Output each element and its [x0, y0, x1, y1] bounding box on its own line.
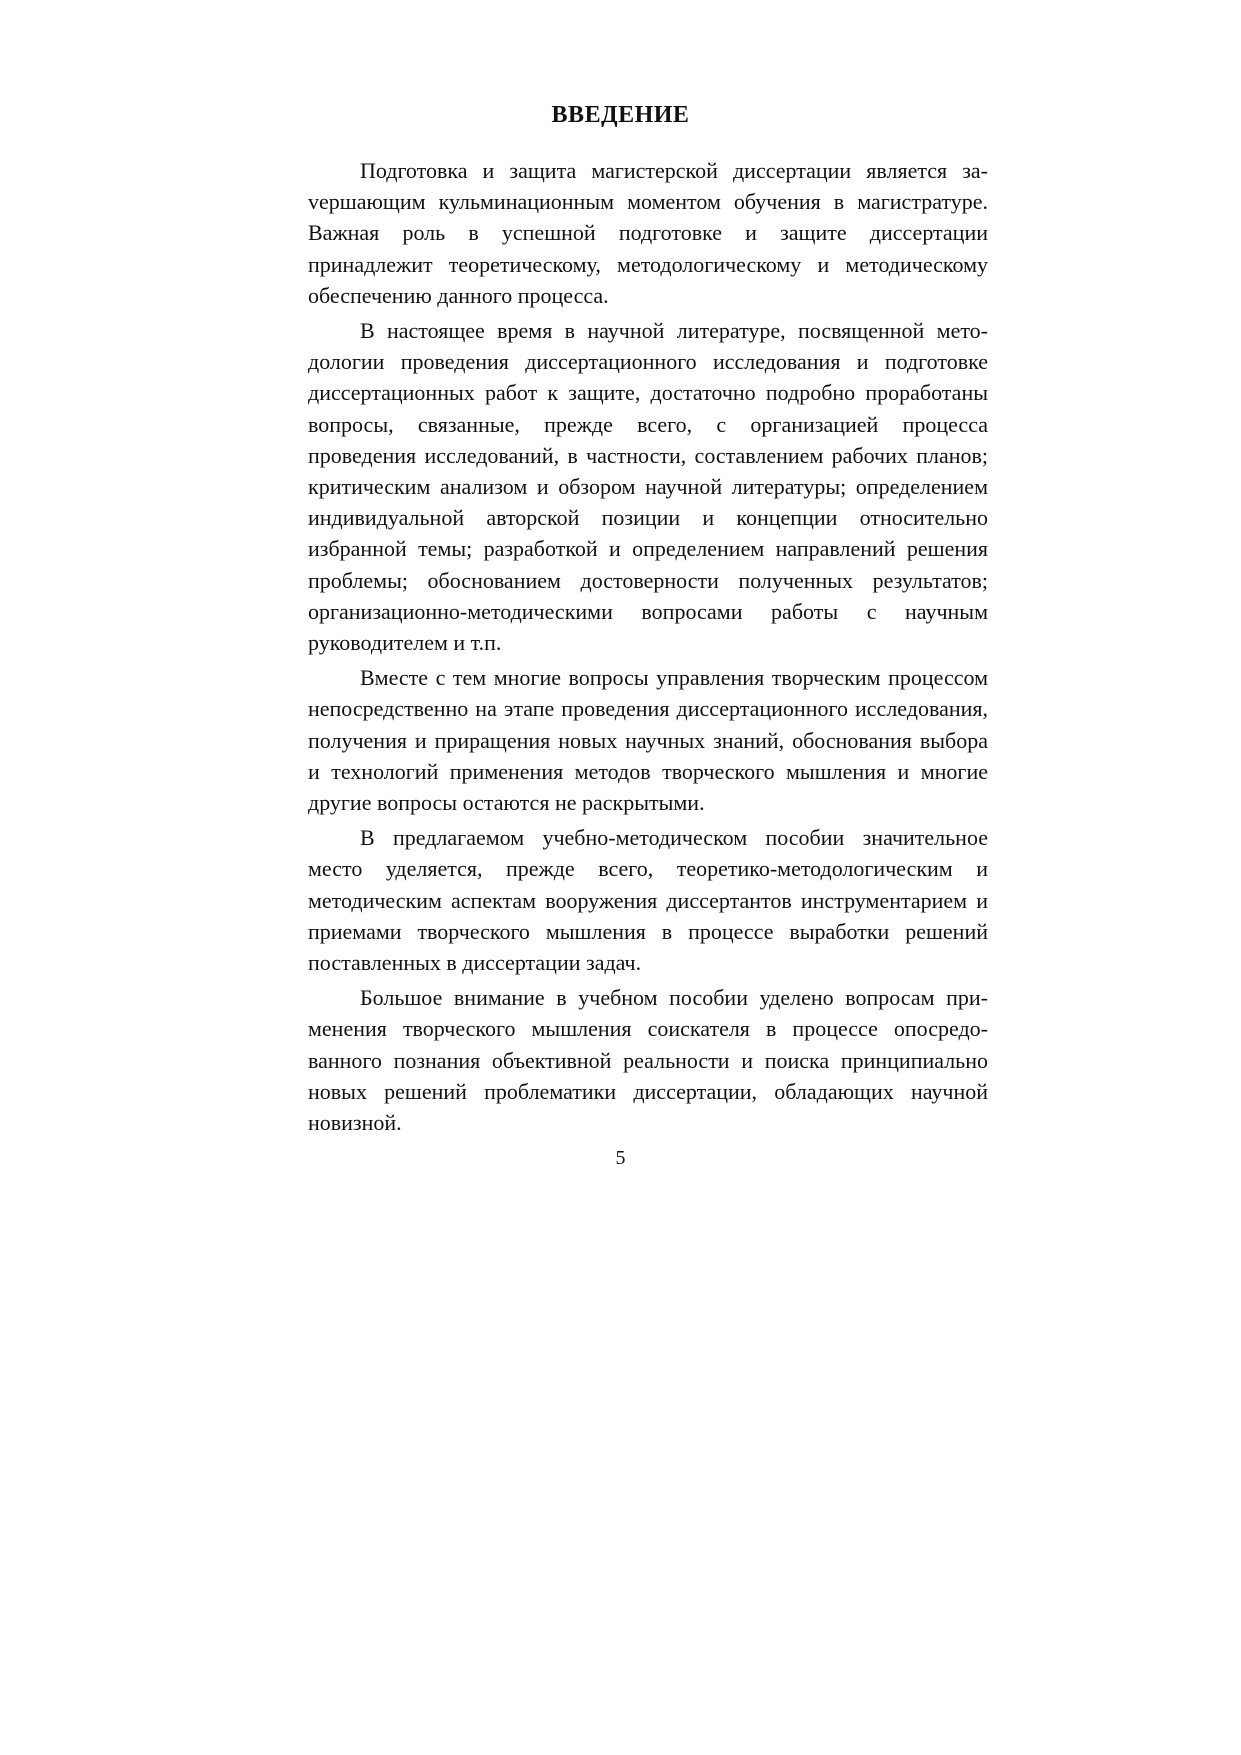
- paragraph-1: Подготовка и защита магистерской диссертации является заvершающим кульминационным моментом обучения в магистратуре. Важная роль в успешной подготовке и защите диссертации принадлежит теоретическому, методологическому и методическому обеспечению данного процесса.: [308, 158, 988, 308]
- page-number: 5: [615, 1147, 626, 1169]
- paragraph-5: Большое внимание в учебном пособии уделено вопросам применения творческого мышления соискателя в процессе опосредованного познания объективной реальности и поиска принципиально новых решений проблематики диссертации, обладающих научной новизной.: [308, 985, 988, 1136]
- paragraph-3: Вместе с тем многие вопросы управления творческим процессом непосредственно на этапе проведения диссертационного исследования, получения и приращения новых научных знаний, обоснования выбора и технологий применения методов творческого мышления и многие другие вопросы остаются не раскрытыми.: [308, 665, 988, 816]
- paragraph-4: В предлагаемом учебно-методическом пособии значительное место уделяется, прежде всего, теоретико-методологическим и методическим аспектам вооружения диссертантов инструментарием и приемами творческого мышления в процессе выработки решений поставленных в диссертации задач.: [308, 825, 988, 976]
- paragraph-2: В настоящее время в научной литературе, посвященной методологии проведения диссертационного исследования и подготовке диссертационных работ к защите, достаточно подробно проработаны вопросы, связанные, прежде всего, с организацией процесса проведения исследований, в частности, составлением рабочих планов; критическим анализом и обзором научной литературы; определением индивидуальной авторской позиции и концепции относительно избранной темы; разработкой и определением направлений решения проблемы; обоснованием достоверности полученных результатов; организационно-методическими вопросами работы с научным руководителем и т.п.: [308, 318, 988, 656]
- page-title: ВВЕДЕНИЕ: [551, 102, 690, 128]
- body-text: [308, 155, 988, 1142]
